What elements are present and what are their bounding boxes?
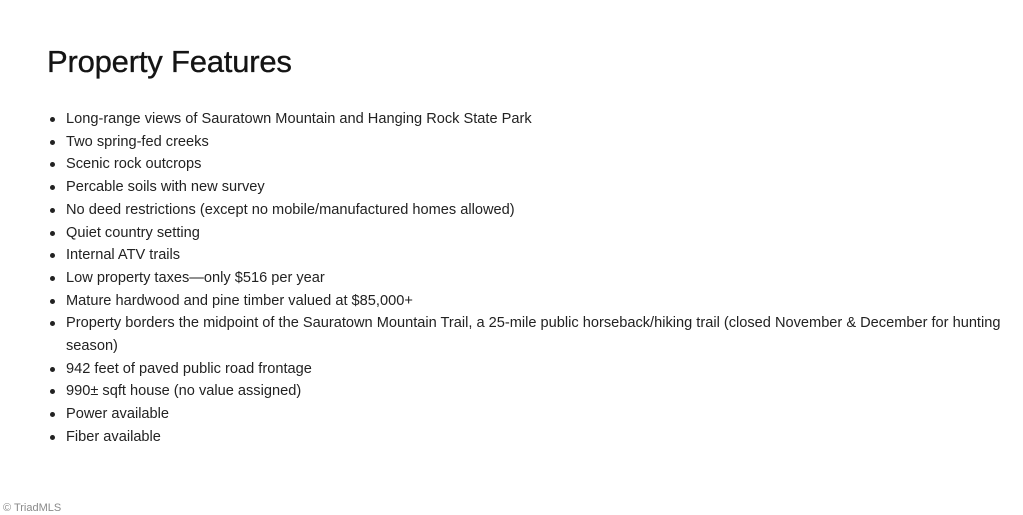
page-title: Property Features [47,44,292,79]
list-item [48,403,1018,426]
list-item-text: Percable soils with new survey [66,179,265,196]
bullet-icon [50,140,55,145]
list-item [48,426,1018,449]
list-item-text: 942 feet of paved public road frontage [66,360,312,377]
list-item-text: 990± sqft house (no value assigned) [66,383,302,400]
list-item-text: Long-range views of Sauratown Mountain and Hanging Rock State Park [66,111,532,127]
bullet-icon [50,389,55,394]
list-item-text: Scenic rock outcrops [66,156,202,173]
list-item-text: Internal ATV trails [66,247,181,264]
bullet-icon [50,253,55,258]
bullet-icon [50,231,55,236]
list-item [48,199,1018,222]
list-item [48,312,1018,357]
list-item-text: Property borders the midpoint of the Sauratown Mountain Trail, a 25-mile public horseback/hiking trail (closed November & December for hunting season) [66,315,1001,355]
bullet-icon [50,185,55,190]
feature-list [48,108,1018,449]
list-item-text: Low property taxes—only $516 per year [66,269,325,286]
list-item [48,267,1018,290]
bullet-icon [50,367,55,372]
list-item-text: Fiber available [66,428,161,445]
list-item [48,153,1018,176]
list-item [48,244,1018,267]
list-item-text: Two spring-fed creeks [66,133,209,150]
bullet-icon [50,321,55,326]
list-item-text: Power available [66,406,170,423]
bullet-icon [50,117,55,122]
bullet-icon [50,299,55,304]
list-item-text: Quiet country setting [66,224,200,241]
list-item [48,358,1018,381]
list-item [48,380,1018,403]
list-item [48,222,1018,245]
bullet-icon [50,162,55,167]
list-item [48,108,1018,131]
copyright-watermark: © TriadMLS [3,502,62,514]
bullet-icon [50,412,55,417]
list-item-text: No deed restrictions (except no mobile/manufactured homes allowed) [66,201,515,218]
bullet-icon [50,208,55,213]
list-item [48,176,1018,199]
bullet-icon [50,435,55,440]
list-item [48,290,1018,313]
list-item-text: Mature hardwood and pine timber valued at $85,000+ [66,292,413,309]
list-item [48,131,1018,154]
bullet-icon [50,276,55,281]
